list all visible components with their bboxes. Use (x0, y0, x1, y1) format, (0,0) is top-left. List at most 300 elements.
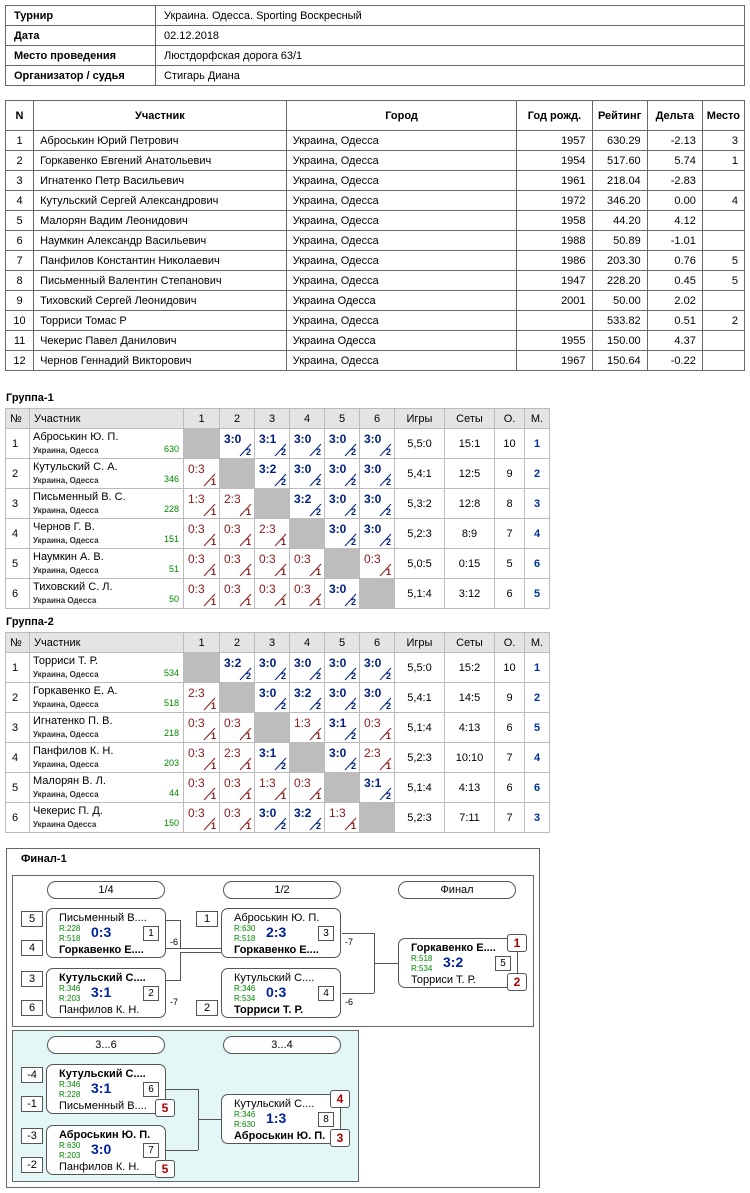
match-result (184, 743, 219, 772)
match-result-cell (360, 773, 395, 803)
set-score: 2:3 (364, 746, 381, 760)
set-score: 0:3 (259, 552, 276, 566)
match-result-cell (290, 683, 325, 713)
player-2-rating: R:534 (234, 994, 256, 1003)
match-result-cell (325, 713, 360, 743)
match-points: 1 (385, 731, 391, 741)
participant-cell: 2 (702, 311, 744, 331)
loser-note: -7 (170, 997, 179, 1007)
match-points: 2 (350, 597, 356, 607)
match-result-cell (220, 429, 255, 459)
match-result (255, 429, 289, 458)
match-points: 2 (350, 701, 356, 711)
set-score: 0:3 (188, 716, 205, 730)
participant-cell: 1955 (517, 331, 592, 351)
diagonal-cell (184, 429, 220, 459)
group-column-header: О. (495, 409, 525, 429)
participant-cell: Украина, Одесса (286, 151, 517, 171)
games-cell: 5,4:1 (395, 683, 445, 713)
match-result (255, 653, 289, 682)
match-result-cell (255, 429, 290, 459)
participant-cell: 4 (6, 191, 34, 211)
seed-1: 5 (21, 911, 43, 927)
group-column-header: № (6, 409, 30, 429)
set-score: 0:3 (188, 776, 205, 790)
match-result (360, 683, 394, 712)
player-name: Малорян В. Л. (33, 775, 106, 787)
match-result (290, 489, 324, 518)
seed-2: -2 (21, 1157, 43, 1173)
match-result-cell (255, 519, 290, 549)
points-cell: 10 (495, 653, 525, 683)
match-points: 2 (350, 507, 356, 517)
points-cell: 6 (495, 773, 525, 803)
info-label: Турнир (6, 6, 156, 26)
player-rating: 51 (168, 564, 179, 574)
group-2-table (5, 632, 550, 833)
participant-cell: 533.82 (592, 311, 647, 331)
player-name: Тиховский С. Л. (33, 581, 113, 593)
set-score: 1:3 (259, 776, 276, 790)
participant-cell: 346.20 (592, 191, 647, 211)
loser-note: -7 (345, 937, 354, 947)
place-cell: 6 (525, 773, 550, 803)
info-row (6, 46, 745, 66)
match-result (220, 743, 254, 772)
participant-row (6, 351, 745, 371)
player-1-rating: R:346 (234, 984, 256, 993)
match-result (184, 519, 219, 548)
match-points: 2 (315, 507, 321, 517)
group-row (6, 429, 550, 459)
match-result-cell (220, 713, 255, 743)
bracket-line (166, 1089, 198, 1090)
match-result (360, 773, 394, 802)
row-number: 3 (6, 713, 30, 743)
info-label: Дата (6, 26, 156, 46)
match-points: 2 (350, 671, 356, 681)
set-score: 3:0 (329, 686, 347, 700)
player-city: Украина Одесса (33, 596, 97, 605)
set-score: 3:0 (259, 806, 277, 820)
seed-1: 3 (21, 971, 43, 987)
match-score: 0:3 (266, 984, 287, 1000)
participant-cell: Украина, Одесса (286, 231, 517, 251)
match-score: 1:3 (266, 1110, 287, 1126)
participant-cell: -1.01 (647, 231, 702, 251)
participant-cell: 0.76 (647, 251, 702, 271)
set-score: 2:3 (259, 522, 276, 536)
match-result (220, 579, 254, 608)
games-cell: 5,0:5 (395, 549, 445, 579)
sets-cell: 7:11 (445, 803, 495, 833)
participant-cell: 0.45 (647, 271, 702, 291)
match-result (220, 713, 254, 742)
player-info (30, 683, 183, 712)
match-number: 5 (495, 956, 511, 971)
match-box (221, 1094, 341, 1144)
match-points: 1 (280, 537, 286, 547)
player-2-name: Горкавенко Е.... (59, 944, 144, 956)
match-points: 1 (245, 821, 251, 831)
match-points: 1 (385, 567, 391, 577)
place-cell: 2 (525, 683, 550, 713)
match-result-cell (255, 459, 290, 489)
match-result (220, 803, 254, 832)
match-points: 1 (210, 731, 216, 741)
player-1-name: Кутульский С.... (234, 1098, 315, 1110)
participant-cell: Тиховский Сергей Леонидович (34, 291, 287, 311)
match-points: 2 (280, 447, 286, 457)
match-result-cell (325, 743, 360, 773)
group-column-header: 5 (325, 409, 360, 429)
match-points: 2 (350, 447, 356, 457)
participant-cell: 1972 (517, 191, 592, 211)
place-cell: 3 (525, 803, 550, 833)
match-score: 2:3 (266, 924, 287, 940)
participant-cell: 44.20 (592, 211, 647, 231)
participant-cell: 2 (6, 151, 34, 171)
player-city: Украина, Одесса (33, 790, 99, 799)
match-score: 0:3 (91, 924, 112, 940)
match-score: 3:2 (443, 954, 464, 970)
match-points: 2 (385, 447, 391, 457)
set-score: 3:1 (329, 716, 347, 730)
match-points: 1 (245, 597, 251, 607)
row-number: 5 (6, 549, 30, 579)
player-1-rating: R:630 (234, 924, 256, 933)
set-score: 3:0 (294, 462, 312, 476)
set-score: 0:3 (224, 552, 241, 566)
column-header: N (6, 101, 34, 131)
match-points: 2 (350, 477, 356, 487)
player-2-rating: R:228 (59, 1090, 81, 1099)
match-result-cell (360, 519, 395, 549)
bracket-line (198, 1119, 221, 1120)
match-result (255, 519, 289, 548)
set-score: 0:3 (364, 552, 381, 566)
match-points: 2 (385, 537, 391, 547)
set-score: 0:3 (188, 582, 205, 596)
match-box (221, 908, 341, 958)
participant-row (6, 331, 745, 351)
info-value: Украина. Одесса. Sporting Воскресный (156, 6, 745, 26)
match-result-cell (325, 429, 360, 459)
match-result (325, 683, 359, 712)
participant-cell: 5 (6, 211, 34, 231)
diagonal-cell (255, 713, 290, 743)
match-result-cell (290, 773, 325, 803)
column-header: Год рожд. (517, 101, 592, 131)
points-cell: 8 (495, 489, 525, 519)
player-2-rating: R:534 (411, 964, 433, 973)
match-result (360, 743, 394, 772)
set-score: 3:1 (364, 776, 382, 790)
player-info (30, 489, 183, 518)
match-points: 2 (385, 701, 391, 711)
group-column-header: М. (525, 633, 550, 653)
player-rating: 630 (163, 444, 179, 454)
match-result-cell (184, 683, 220, 713)
match-result-cell (290, 803, 325, 833)
match-points: 1 (210, 761, 216, 771)
match-result (325, 579, 359, 608)
points-cell: 7 (495, 803, 525, 833)
participant-cell: 2.02 (647, 291, 702, 311)
participant-cell: 1947 (517, 271, 592, 291)
match-result (255, 549, 289, 578)
match-result-cell (220, 773, 255, 803)
group-column-header: Сеты (445, 633, 495, 653)
match-result-cell (290, 549, 325, 579)
match-result (360, 429, 394, 458)
row-number: 2 (6, 683, 30, 713)
match-result-cell (255, 743, 290, 773)
set-score: 0:3 (188, 806, 205, 820)
match-points: 1 (210, 507, 216, 517)
group-column-header: Участник (30, 409, 184, 429)
participant-row (6, 211, 745, 231)
match-points: 2 (245, 447, 251, 457)
match-points: 1 (210, 701, 216, 711)
diagonal-cell (325, 549, 360, 579)
set-score: 3:2 (294, 492, 312, 506)
participant-cell: 3 (6, 171, 34, 191)
match-result-cell (360, 549, 395, 579)
match-result (325, 459, 359, 488)
match-result (184, 773, 219, 802)
set-score: 3:0 (364, 492, 382, 506)
match-result (325, 803, 359, 832)
player-info (30, 653, 183, 682)
main-bracket (12, 875, 534, 1027)
match-result-cell (360, 713, 395, 743)
player-cell (30, 743, 184, 773)
place-2-badge: 3 (330, 1129, 350, 1147)
bracket-line (166, 1150, 198, 1151)
participant-cell: Панфилов Константин Николаевич (34, 251, 287, 271)
set-score: 3:1 (259, 746, 277, 760)
match-points: 2 (385, 671, 391, 681)
match-points: 1 (245, 567, 251, 577)
bracket-line (374, 933, 375, 963)
match-result (290, 803, 324, 832)
games-cell: 5,1:4 (395, 713, 445, 743)
player-1-rating: R:346 (59, 1080, 81, 1089)
match-points: 1 (315, 731, 321, 741)
set-score: 3:1 (259, 432, 277, 446)
match-result (290, 459, 324, 488)
row-number: 5 (6, 773, 30, 803)
set-score: 0:3 (224, 806, 241, 820)
sets-cell: 4:13 (445, 773, 495, 803)
player-name: Наумкин А. В. (33, 551, 104, 563)
player-city: Украина, Одесса (33, 536, 99, 545)
player-cell (30, 549, 184, 579)
match-result (220, 489, 254, 518)
player-info (30, 459, 183, 488)
match-score: 3:0 (91, 1141, 112, 1157)
player-name: Панфилов К. Н. (33, 745, 114, 757)
player-2-rating: R:518 (234, 934, 256, 943)
player-cell (30, 429, 184, 459)
participant-cell: Украина, Одесса (286, 251, 517, 271)
sets-cell: 15:2 (445, 653, 495, 683)
match-result (325, 519, 359, 548)
participant-cell (702, 231, 744, 251)
set-score: 0:3 (224, 582, 241, 596)
bracket-line (166, 948, 221, 949)
player-2-rating: R:630 (234, 1120, 256, 1129)
place-cell: 5 (525, 579, 550, 609)
set-score: 0:3 (188, 462, 205, 476)
match-points: 2 (280, 477, 286, 487)
bracket-line (180, 920, 181, 948)
player-2-name: Торриси Т. Р. (411, 974, 476, 986)
participant-cell: Украина, Одесса (286, 171, 517, 191)
games-cell: 5,3:2 (395, 489, 445, 519)
column-header: Дельта (647, 101, 702, 131)
set-score: 3:0 (329, 462, 347, 476)
player-city: Украина, Одесса (33, 670, 99, 679)
group-column-header: 4 (290, 633, 325, 653)
participant-cell: Украина, Одесса (286, 271, 517, 291)
row-number: 6 (6, 579, 30, 609)
round-label-3-6: 3...6 (47, 1036, 165, 1054)
player-info (30, 519, 183, 548)
match-result (255, 459, 289, 488)
participant-cell: Украина, Одесса (286, 211, 517, 231)
match-result-cell (220, 803, 255, 833)
bracket-line (374, 963, 398, 964)
round-label-final: Финал (398, 881, 516, 899)
participant-cell: 4.37 (647, 331, 702, 351)
participant-cell: Украина Одесса (286, 291, 517, 311)
participant-row (6, 271, 745, 291)
match-points: 2 (315, 701, 321, 711)
player-rating: 44 (168, 788, 179, 798)
player-2-name: Аброськин Ю. П. (234, 1130, 326, 1142)
group-column-header: М. (525, 409, 550, 429)
match-result-cell (290, 489, 325, 519)
match-result-cell (184, 773, 220, 803)
set-score: 3:0 (224, 432, 242, 446)
match-result-cell (184, 549, 220, 579)
player-2-rating: R:203 (59, 994, 81, 1003)
match-points: 2 (245, 671, 251, 681)
round-label-quarter: 1/4 (47, 881, 165, 899)
column-header: Город (286, 101, 517, 131)
set-score: 3:0 (329, 582, 347, 596)
participant-cell: 1 (6, 131, 34, 151)
player-cell (30, 579, 184, 609)
player-info (30, 549, 183, 578)
set-score: 0:3 (294, 552, 311, 566)
player-1-rating: R:518 (411, 954, 433, 963)
participant-cell: 11 (6, 331, 34, 351)
player-cell (30, 653, 184, 683)
place-2-badge: 5 (155, 1099, 175, 1117)
player-info (30, 579, 183, 608)
sets-cell: 15:1 (445, 429, 495, 459)
tournament-info-table (5, 5, 745, 86)
loser-note: -6 (170, 937, 179, 947)
points-cell: 6 (495, 713, 525, 743)
player-city: Украина, Одесса (33, 730, 99, 739)
info-value: 02.12.2018 (156, 26, 745, 46)
participant-cell: Чернов Геннадий Викторович (34, 351, 287, 371)
player-2-name: Панфилов К. Н. (59, 1161, 140, 1173)
match-result (290, 549, 324, 578)
player-cell (30, 683, 184, 713)
set-score: 3:2 (259, 462, 277, 476)
match-points: 1 (210, 821, 216, 831)
games-cell: 5,2:3 (395, 803, 445, 833)
place-cell: 6 (525, 549, 550, 579)
match-number: 6 (143, 1082, 159, 1097)
final-title: Финал-1 (21, 853, 67, 865)
points-cell: 7 (495, 743, 525, 773)
match-points: 1 (245, 791, 251, 801)
match-points: 1 (280, 791, 286, 801)
match-result-cell (255, 683, 290, 713)
match-result-cell (290, 429, 325, 459)
group-column-header: Сеты (445, 409, 495, 429)
player-1-rating: R:630 (59, 1141, 81, 1150)
match-result (325, 653, 359, 682)
sets-cell: 0:15 (445, 549, 495, 579)
group-row (6, 519, 550, 549)
participant-cell: 1957 (517, 131, 592, 151)
participant-cell: Украина, Одесса (286, 191, 517, 211)
match-result (184, 579, 219, 608)
participant-cell: 50.00 (592, 291, 647, 311)
match-result (220, 773, 254, 802)
participant-cell (702, 351, 744, 371)
match-result-cell (184, 713, 220, 743)
bracket-line (342, 933, 374, 934)
match-result (255, 579, 289, 608)
match-box (46, 908, 166, 958)
participant-cell: Украина Одесса (286, 331, 517, 351)
player-1-rating: R:228 (59, 924, 81, 933)
games-cell: 5,5:0 (395, 429, 445, 459)
participant-cell: 228.20 (592, 271, 647, 291)
participant-row (6, 131, 745, 151)
set-score: 0:3 (294, 582, 311, 596)
player-rating: 228 (163, 504, 179, 514)
set-score: 0:3 (188, 746, 205, 760)
participant-cell: Письменный Валентин Степанович (34, 271, 287, 291)
set-score: 1:3 (294, 716, 311, 730)
group-row (6, 653, 550, 683)
seed-1: 1 (196, 911, 218, 927)
info-value: Люстдорфская дорога 63/1 (156, 46, 745, 66)
match-result-cell (255, 773, 290, 803)
loser-note: -6 (345, 997, 354, 1007)
participant-row (6, 171, 745, 191)
match-points: 1 (280, 567, 286, 577)
match-points: 1 (245, 537, 251, 547)
match-result-cell (360, 683, 395, 713)
group-column-header: № (6, 633, 30, 653)
group-column-header: 1 (184, 409, 220, 429)
games-cell: 5,1:4 (395, 773, 445, 803)
bracket-line (180, 952, 221, 953)
participant-cell: 5.74 (647, 151, 702, 171)
match-result-cell (220, 653, 255, 683)
set-score: 1:3 (188, 492, 205, 506)
